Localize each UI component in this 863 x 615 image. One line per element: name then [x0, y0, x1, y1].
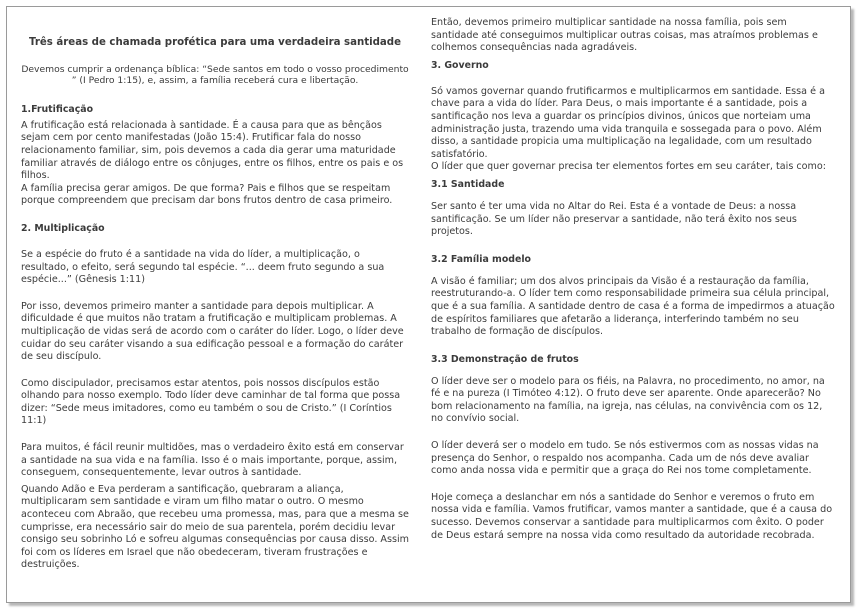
paragraph: A visão é familiar; um dos alvos principais da Visão é a restauração da família, reestruturando-a. O líder tem como responsabilidade primeira sua célula principal, que é a sua família. A santidade dentro de casa é a forma de impedirmos a atuação de espíritos familiares que afetarão a liderança, interferindo também no seu trabalho de formação de discípulos.	[431, 275, 835, 338]
document-page	[6, 6, 851, 603]
paragraph: Hoje começa a deslanchar em nós a santidade do Senhor e veremos o fruto em nossa vida e família. Vamos frutificar, vamos manter a santidade, que é a causa do sucesso. Devemos conservar a santidade para multiplicarmos com êxito. O poder de Deus estará sempre na nossa vida como resultado da autoridade recobrada.	[431, 491, 833, 541]
paragraph: A família precisa gerar amigos. De que forma? Pais e filhos que se respeitam porque compreendem que precisam dar bons frutos dentro de casa primeiro.	[21, 182, 393, 207]
left-column	[21, 37, 409, 572]
right-column	[431, 17, 835, 542]
paragraph: Então, devemos primeiro multiplicar santidade na nossa família, pois sem santidade até conseguimos multiplicar outras coisas, mas atraímos problemas e colhemos consequências nada agradáveis.	[431, 17, 818, 54]
section-heading-governo: 3. Governo	[431, 59, 489, 71]
subsection-heading-santidade: 3.1 Santidade	[431, 178, 505, 190]
page-title: Três áreas de chamada profética para uma verdadeira santidade	[29, 37, 401, 48]
paragraph: Só vamos governar quando frutificarmos e multiplicarmos em santidade. Essa é a chave para a vida do líder. Para Deus, o mais importante é a santidade, pois a santificação nos leva a guardar os princípios divinos, únicos que norteiam uma administração justa, trazendo uma vida tranquila e sossegada para o povo. Além disso, a santidade propicia uma multiplicação na legalidade, com um resultado satisfatório.	[431, 85, 825, 160]
paragraph: O líder deverá ser o modelo em tudo. Se nós estivermos com as nossas vidas na presença do Senhor, o respaldo nos acompanha. Cada um de nós deve avaliar como anda nossa vida e permitir que a graça do Rei nos tome completamente.	[431, 440, 819, 477]
paragraph: Ser santo é ter uma vida no Altar do Rei. Esta é a vontade de Deus: a nossa santificação. Se um líder não preservar a santidade, não terá êxito nos seus projetos.	[431, 200, 797, 238]
subsection-heading-familia-modelo: 3.2 Família modelo	[431, 253, 531, 265]
paragraph: Quando Adão e Eva perderam a santificação, quebraram a aliança, multiplicaram sem santidade e viram um filho matar o outro. O mesmo aconteceu com Abraão, que recebeu uma promessa, mas, para que a mesma se cumprisse, era necessário sair do meio de sua parentela, porém decidiu levar consigo seu sobrinho Ló e sofreu algumas consequências por causa disso. Assim foi com os líderes em Israel que não obedeceram, tiveram frustrações e destruições.	[21, 483, 410, 571]
paragraph: O líder deve ser o modelo para os fiéis, na Palavra, no procedimento, no amor, na fé e na pureza (I Timóteo 4:12). O fruto deve ser aparente. Onde aparecerão? No bom relacionamento na família, na igreja, nas células, na convivência com os 12, no convívio social.	[431, 375, 825, 425]
section-heading-multiplicacao: 2. Multiplicação	[21, 222, 105, 234]
subsection-heading-demonstracao-de-frutos: 3.3 Demonstração de frutos	[431, 353, 579, 365]
paragraph: Para muitos, é fácil reunir multidões, mas o verdadeiro êxito está em conservar a santidade na sua vida e na família. Isso é o mais importante, porque, assim, conseguem, consequentemente, levar outros à santidade.	[21, 442, 404, 479]
paragraph: O líder que quer governar precisa ter elementos fortes em seu caráter, tais como:	[431, 161, 826, 173]
section-heading-frutificacao: 1.Frutificação	[21, 103, 94, 115]
paragraph: A frutificação está relacionada à santidade. É a causa para que as bênçãos sejam cem por cento manifestadas (João 15:4). Frutificar fala do nosso relacionamento familiar, sim, pois devemos a cada dia gerar uma maturidade familiar através de diálogo entre os cônjuges, entre os filhos, entre os pais e os filhos.	[21, 119, 404, 182]
paragraph: Como discipulador, precisamos estar atentos, pois nossos discípulos estão olhando para nosso exemplo. Todo líder deve caminhar de tal forma que possa dizer: “Sede meus imitadores, como eu também o sou de Cristo.” (I Coríntios 11:1)	[21, 377, 401, 427]
paragraph: Por isso, devemos primeiro manter a santidade para depois multiplicar. A dificuldade é que muitos não tratam a frutificação e multiplicam problemas. A multiplicação de vidas será de acordo com o caráter do líder. Logo, o líder deve cuidar do seu caráter visando a sua edificação pessoal e a formação do caráter de seu discípulo.	[21, 300, 404, 363]
paragraph: Se a espécie do fruto é a santidade na vida do líder, a multiplicação, o resultado, o efeito, será segundo tal espécie. “... deem fruto segundo a sua espécie...” (Gênesis 1:11)	[21, 248, 385, 286]
intro-paragraph: Devemos cumprir a ordenança bíblica: “Sede santos em todo o vosso procedimento ” (I Pedro 1:15), e, assim, a família receberá cura e libertação.	[21, 63, 409, 87]
